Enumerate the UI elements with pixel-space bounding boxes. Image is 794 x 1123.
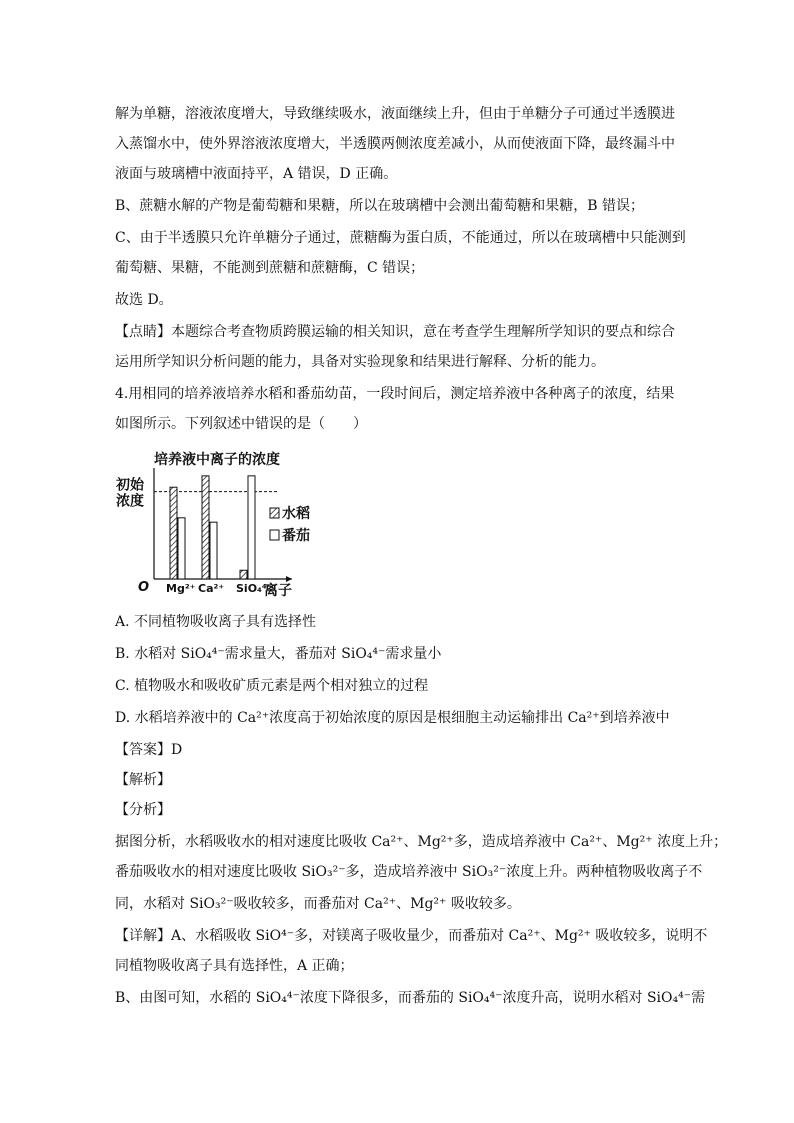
x-tick-label: Mg²⁺ [166,582,196,595]
x-axis-label: 离子 [264,583,292,599]
analysis-line: 同，水稻对 SiO₃²⁻吸收较多，而番茄对 Ca²⁺、Mg²⁺ 吸收较多。 [115,896,521,912]
text-line: 故选 D。 [115,292,173,308]
text-line: B、蔗糖水解的产物是葡萄糖和果糖，所以在玻璃槽中会测出葡萄糖和果糖，B 错误； [115,198,645,214]
text-line: 【点睛】本题综合考查物质跨膜运输的相关知识，意在考查学生理解所学知识的要点和综合 [115,324,675,340]
legend-swatch [270,530,279,540]
option-b[interactable]: B. 水稻对 SiO₄⁴⁻需求量大，番茄对 SiO₄⁴⁻需求量小 [115,646,442,662]
answer: 【答案】D [115,742,183,758]
bar-水稻-0 [170,487,177,579]
bar-番茄-0 [178,518,185,579]
x-tick-label: Ca²⁺ [198,582,225,595]
bar-水稻-2 [240,570,247,579]
text-line: 解为单糖，溶液浓度增大，导致继续吸水，液面继续上升，但由于单糖分子可通过半透膜进 [115,106,675,122]
analysis-line: 番茄吸收水的相对速度比吸收 SiO₃²⁻多，造成培养液中 SiO₃²⁻浓度上升。两种植物吸收离子不 [115,864,703,880]
question-text: 4.用相同的培养液培养水稻和番茄幼苗，一段时间后，测定培养液中各种离子的浓度，结果 [115,386,675,402]
x-axis-arrow [286,576,292,582]
ion-concentration-chart [112,446,312,606]
section-fenxi: 【分析】 [115,802,171,818]
legend-label: 水稻 [282,506,310,522]
bar-番茄-1 [210,522,217,579]
option-d[interactable]: D. 水稻培养液中的 Ca²⁺浓度高于初始浓度的原因是根细胞主动运输排出 Ca²⁺到培养液中 [115,710,670,726]
question-text: 如图所示。下列叙述中错误的是（ ） [115,416,367,432]
legend-label: 番茄 [282,528,310,544]
detail-line: 同植物吸收离子具有选择性，A 正确； [115,958,354,974]
text-line: 运用所学知识分析问题的能力，具备对实验现象和结果进行解释、分析的能力。 [115,354,605,370]
text-line: 入蒸馏水中，使外界溶液浓度增大，半透膜两侧浓度差减小，从而使液面下降，最终漏斗中 [115,136,675,152]
option-c[interactable]: C. 植物吸水和吸收矿质元素是两个相对独立的过程 [115,678,429,694]
bar-番茄-2 [248,476,255,579]
analysis-line: 据图分析，水稻吸收水的相对速度比吸收 Ca²⁺、Mg²⁺多，造成培养液中 Ca²⁺、Mg²⁺ 浓度上升； [115,834,728,850]
origin-label: O [138,580,150,595]
text-line: 葡萄糖、果糖，不能测到蔗糖和蔗糖酶，C 错误； [115,260,425,276]
x-tick-label: SiO₄⁴⁻ [236,582,273,595]
section-jiexi: 【解析】 [115,772,171,788]
baseline-label: 浓度 [116,493,144,510]
bar-水稻-1 [202,476,209,579]
chart-title: 培养液中离子的浓度 [154,452,280,468]
legend-swatch [270,508,279,518]
option-a[interactable]: A. 不同植物吸收离子具有选择性 [115,614,317,630]
detail-line: 【详解】A、水稻吸收 SiO⁴⁻多，对镁离子吸收量少，而番茄对 Ca²⁺、Mg²⁺ 吸收较多，说明不 [115,928,708,944]
text-line: 液面与玻璃槽中液面持平，A 错误，D 正确。 [115,166,398,182]
detail-line: B、由图可知，水稻的 SiO₄⁴⁻浓度下降很多，而番茄的 SiO₄⁴⁻浓度升高，说明水稻对 SiO₄⁴⁻需 [115,990,706,1006]
text-line: C、由于半透膜只允许单糖分子通过，蔗糖酶为蛋白质，不能通过，所以在玻璃槽中只能测到 [115,230,686,246]
baseline-label: 初始 [116,477,144,494]
